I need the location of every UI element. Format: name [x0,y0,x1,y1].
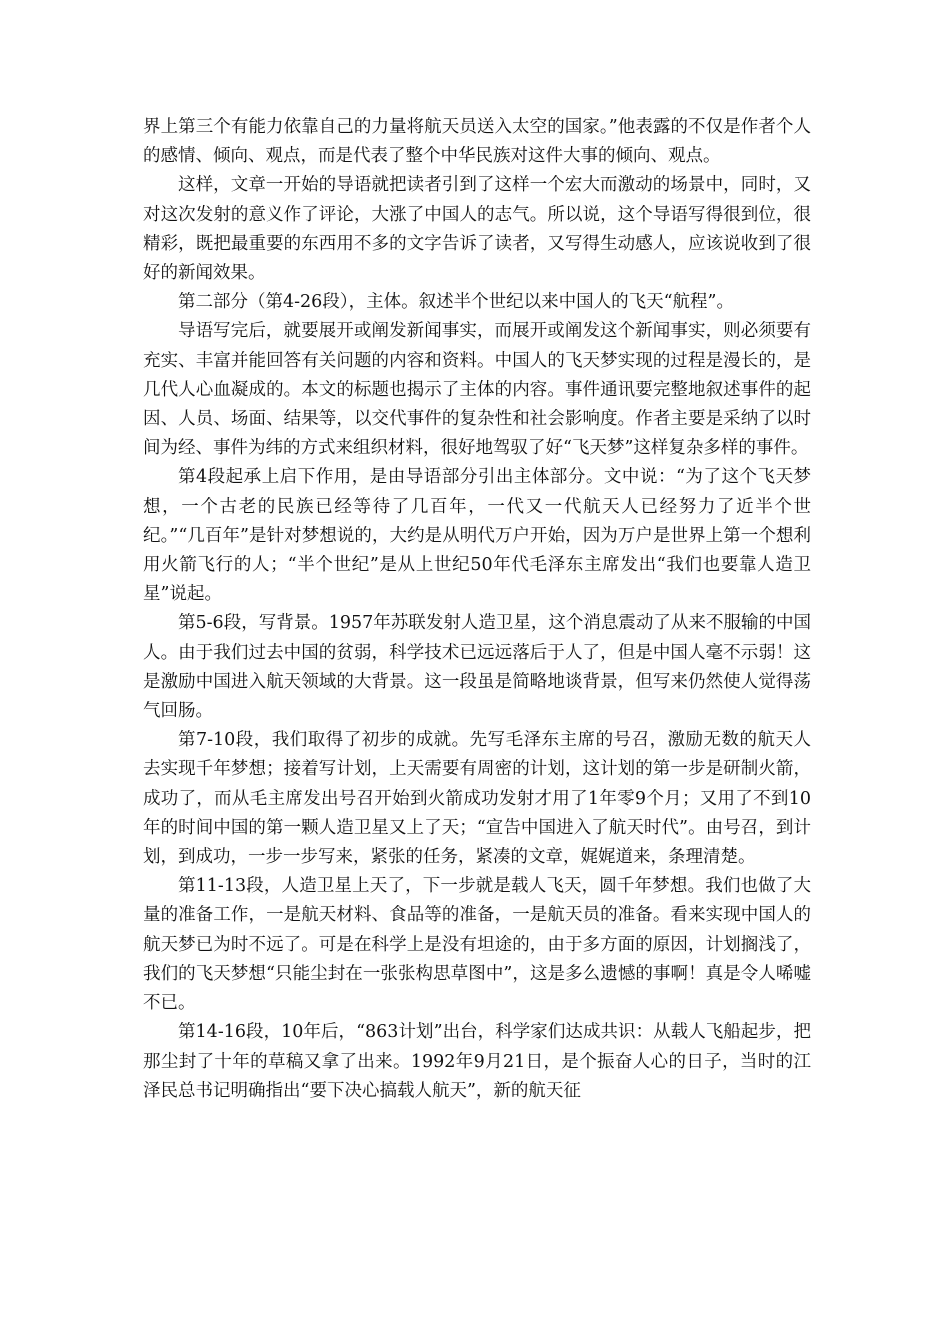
paragraph-8: 第11-13段，人造卫星上天了，下一步就是载人飞天，圆千年梦想。我们也做了大量的准备工作，一是航天材料、食品等的准备，一是航天员的准备。看来实现中国人的航天梦已为时不远了。可是在科学上是没有坦途的，由于多方面的原因，计划搁浅了，我们的飞天梦想“只能尘封在一张张构思草图中”，这是多么遗憾的事啊！真是令人唏嘘不已。 [143,876,811,1014]
document-page [143,113,811,1106]
paragraph-7: 第7-10段，我们取得了初步的成就。先写毛泽东主席的号召，激励无数的航天人去实现千年梦想；接着写计划，上天需要有周密的计划，这计划的第一步是研制火箭，成功了，而从毛主席发出号召开始到火箭成功发射才用了1年零9个月；又用了不到10年的时间中国的第一颗人造卫星又上了天；“宣告中国进入了航天时代”。由号召，到计划，到成功，一步一步写来，紧张的任务，紧凑的文章，娓娓道来，条理清楚。 [143,730,811,868]
paragraph-9: 第14-16段，10年后，“863计划”出台，科学家们达成共识：从载人飞船起步，把那尘封了十年的草稿又拿了出来。1992年9月21日，是个振奋人心的日子，当时的江泽民总书记明确指出“要下决心搞载人航天”，新的航天征 [143,1022,811,1101]
paragraph-4: 导语写完后，就要展开或阐发新闻事实，而展开或阐发这个新闻事实，则必须要有充实、丰富并能回答有关问题的内容和资料。中国人的飞天梦实现的过程是漫长的，是几代人心血凝成的。本文的标题也揭示了主体的内容。事件通讯要完整地叙述事件的起因、人员、场面、结果等，以交代事件的复杂性和社会影响度。作者主要是采纳了以时间为经、事件为纬的方式来组织材料，很好地驾驭了好“飞天梦”这样复杂多样的事件。 [143,321,811,459]
paragraph-5: 第4段起承上启下作用，是由导语部分引出主体部分。文中说：“为了这个飞天梦想，一个古老的民族已经等待了几百年，一代又一代航天人已经努力了近半个世纪。”“几百年”是针对梦想说的，大约是从明代万户开始，因为万户是世界上第一个想利用火箭飞行的人；“半个世纪”是从上世纪50年代毛泽东主席发出“我们也要靠人造卫星”说起。 [143,467,811,605]
paragraph-1: 界上第三个有能力依靠自己的力量将航天员送入太空的国家。”他表露的不仅是作者个人的感情、倾向、观点，而是代表了整个中华民族对这件大事的倾向、观点。 [143,117,811,167]
paragraph-6: 第5-6段，写背景。1957年苏联发射人造卫星，这个消息震动了从来不服输的中国人。由于我们过去中国的贫弱，科学技术已远远落后于人了，但是中国人毫不示弱！这是激励中国进入航天领域的大背景。这一段虽是简略地谈背景，但写来仍然使人觉得荡气回肠。 [143,613,811,722]
paragraph-2: 这样，文章一开始的导语就把读者引到了这样一个宏大而激动的场景中，同时，又对这次发射的意义作了评论，大涨了中国人的志气。所以说，这个导语写得很到位，很精彩，既把最重要的东西用不多的文字告诉了读者，又写得生动感人，应该说收到了很好的新闻效果。 [143,175,811,284]
paragraph-3: 第二部分（第4-26段），主体。叙述半个世纪以来中国人的飞天“航程”。 [178,292,734,313]
